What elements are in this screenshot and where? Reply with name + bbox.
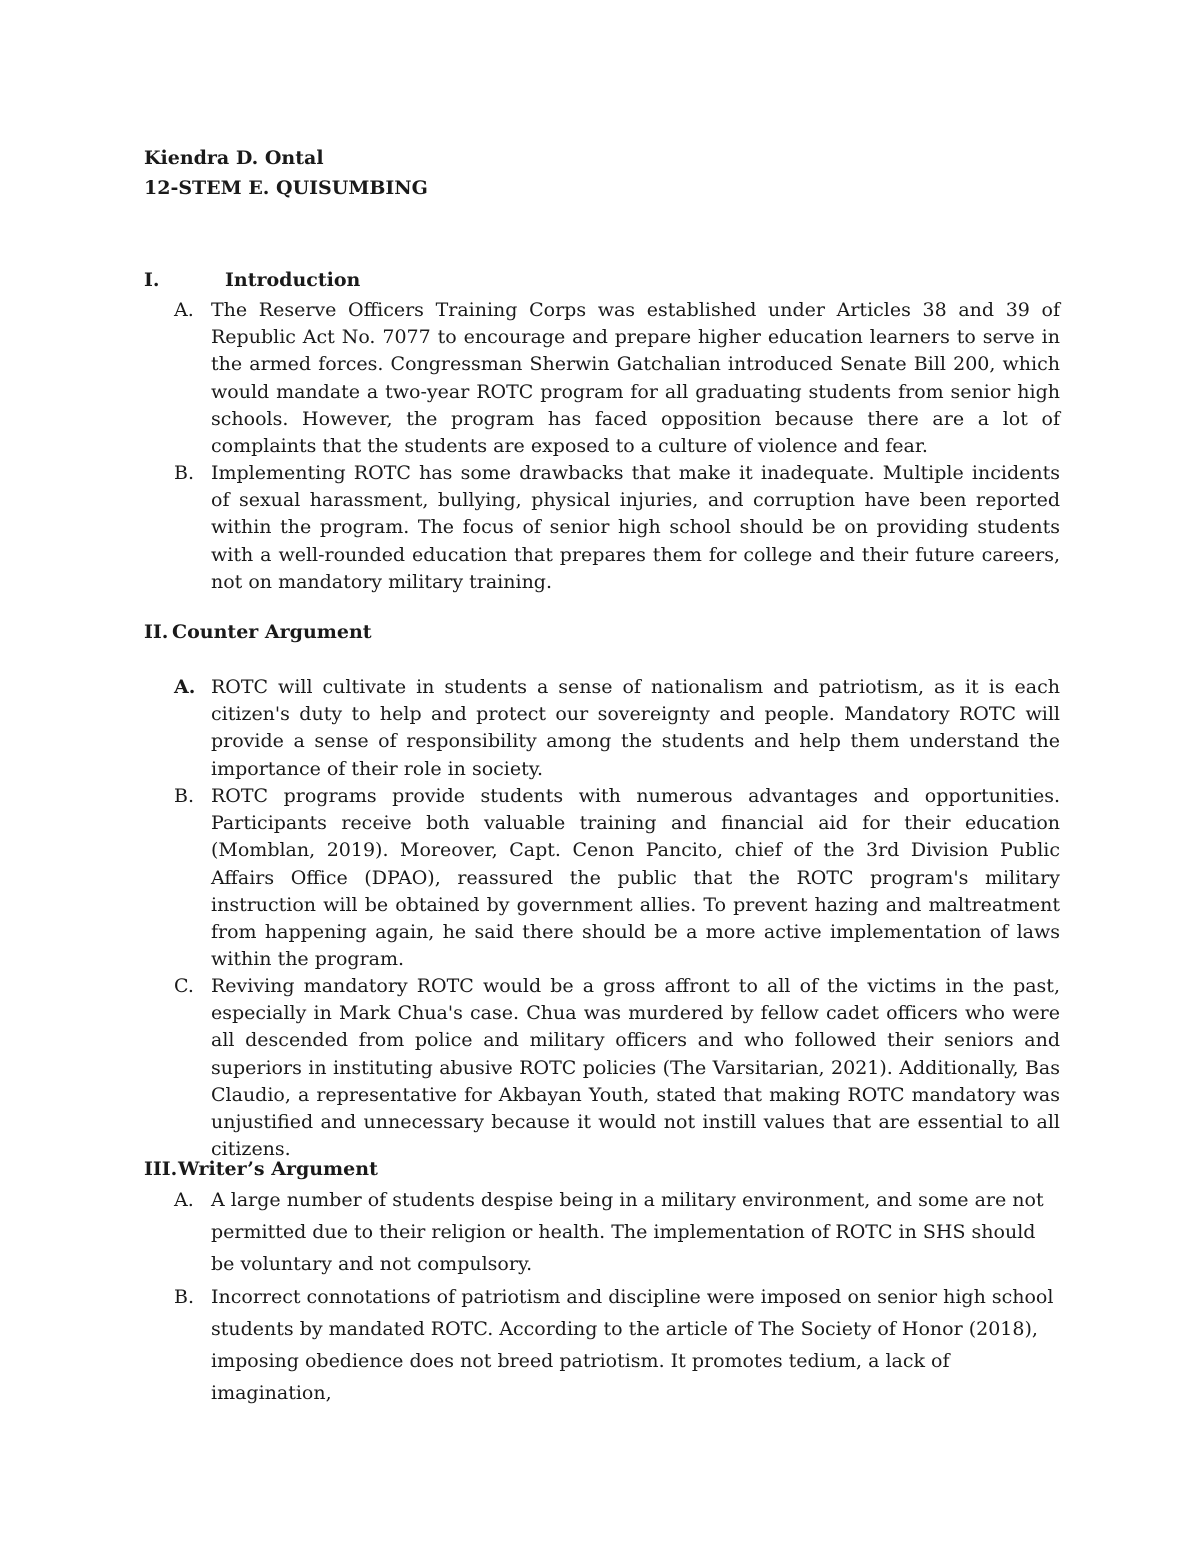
- section-heading-introduction: [144, 267, 360, 294]
- section-number: III.: [144, 1158, 178, 1180]
- item-text: Incorrect connotations of patriotism and discipline were imposed on senior high school students by mandated ROTC. According to the article of The Society of Honor (2018), imposing obedience does not breed patriotism. It promotes tedium, a lack of imagination,: [211, 1286, 1054, 1404]
- item-text: The Reserve Officers Training Corps was established under Articles 38 and 39 of Republic Act No. 7077 to encourage and prepare higher education learners to serve in the armed forces. Congressman Sherwin Gatchalian introduced Senate Bill 200, which would mandate a two-year ROTC program for all graduating students from senior high schools. However, the program has faced opposition because there are a lot of complaints that the students are exposed to a culture of violence and fear.: [211, 299, 1060, 458]
- section-title: Introduction: [225, 269, 361, 291]
- section-number: II.: [144, 621, 169, 643]
- student-section: 12-STEM E. QUISUMBING: [144, 177, 428, 199]
- student-name: Kiendra D. Ontal: [144, 147, 324, 169]
- item-text: Implementing ROTC has some drawbacks that make it inadequate. Multiple incidents of sexual harassment, bullying, physical injuries, and corruption have been reported within the program. The focus of senior high school should be on providing students with a well-rounded education that prepares them for college and their future careers, not on mandatory military training.: [211, 462, 1060, 593]
- section-title: Writer’s Argument: [178, 1158, 378, 1180]
- item-letter: B.: [174, 785, 195, 807]
- item-text: ROTC will cultivate in students a sense of nationalism and patriotism, as it is each citizen's duty to help and protect our sovereignty and people. Mandatory ROTC will provide a sense of responsibility among the students and help them understand the importance of their role in society.: [211, 676, 1060, 780]
- item-letter: A.: [174, 676, 196, 698]
- item-letter: B.: [174, 462, 195, 484]
- item-text: Reviving mandatory ROTC would be a gross affront to all of the victims in the past, especially in Mark Chua's case. Chua was murdered by fellow cadet officers who were all descended from police and military officers and who followed their seniors and superiors in instituting abusive ROTC policies (The Varsitarian, 2021). Additionally, Bas Claudio, a representative for Akbayan Youth, stated that making ROTC mandatory was unjustified and unnecessary because it would not instill values that are essential to all citizens.: [211, 975, 1060, 1161]
- item-letter: A.: [174, 1189, 194, 1211]
- list-item: [174, 1281, 1060, 1409]
- list-item: [174, 783, 1060, 973]
- item-text: A large number of students despise being in a military environment, and some are not permitted due to their religion or health. The implementation of ROTC in SHS should be voluntary and not compulsory.: [211, 1189, 1044, 1275]
- item-text: ROTC programs provide students with numerous advantages and opportunities. Participants receive both valuable training and financial aid for their education (Momblan, 2019). Moreover, Capt. Cenon Pancito, chief of the 3rd Division Public Affairs Office (DPAO), reassured the public that the ROTC program's military instruction will be obtained by government allies. To prevent hazing and maltreatment from happening again, he said there should be a more active implementation of laws within the program.: [211, 785, 1060, 971]
- list-item: [174, 297, 1060, 460]
- section-number: I.: [144, 269, 160, 291]
- item-letter: A.: [174, 299, 194, 321]
- item-letter: B.: [174, 1286, 195, 1308]
- list-item: [174, 460, 1060, 596]
- author-block: [144, 143, 428, 203]
- section-heading-counter-argument: [144, 619, 372, 646]
- section-title: Counter Argument: [172, 621, 372, 643]
- section-heading-writers-argument: [144, 1156, 378, 1183]
- item-letter: C.: [174, 975, 194, 997]
- list-item: [174, 1184, 1060, 1280]
- list-item: [174, 973, 1060, 1163]
- list-item: [174, 674, 1060, 783]
